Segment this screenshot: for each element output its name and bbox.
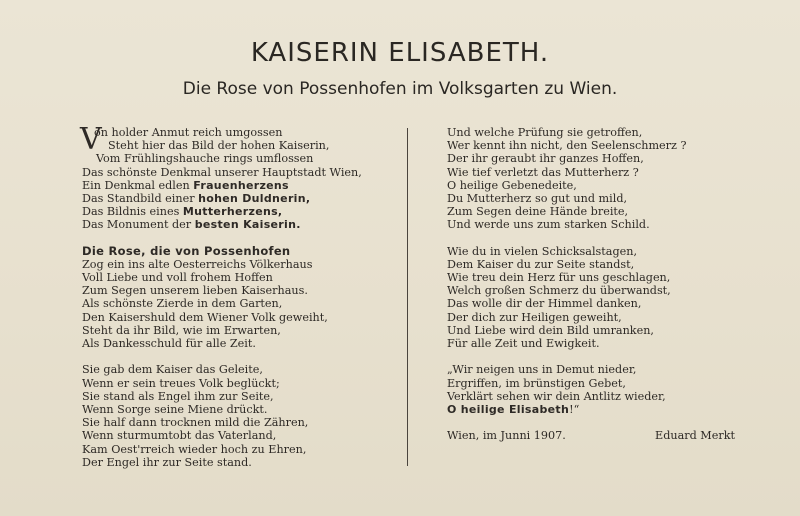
left-stanza-2 bbox=[82, 245, 398, 351]
verse-emphasis: Frauenherzens bbox=[193, 178, 289, 192]
stanza-gap bbox=[82, 350, 398, 363]
verse-line: Als Dankesschuld für alle Zeit. bbox=[82, 337, 256, 350]
verse-emphasis: besten Kaiserin. bbox=[194, 218, 301, 232]
verse-text: Ein Denkmal edlen bbox=[82, 178, 194, 192]
verse-line: Der dich zur Heiligen geweiht, bbox=[447, 310, 622, 324]
right-stanza-2 bbox=[447, 245, 747, 351]
right-stanza-3 bbox=[447, 363, 747, 416]
verse-text: Das Standbild einer bbox=[82, 191, 199, 205]
left-stanza-1 bbox=[80, 122, 398, 232]
right-column bbox=[447, 126, 747, 443]
verse-line: Verklärt sehen wir dein Antlitz wieder, bbox=[447, 389, 666, 403]
verse-line: Und werde uns zum starken Schild. bbox=[447, 218, 650, 232]
verse-line bbox=[447, 403, 747, 416]
verse-line: Wenn Sorge seine Miene drückt. bbox=[82, 402, 268, 416]
verse-emphasis: hohen Duldnerin, bbox=[198, 191, 311, 205]
verse-line: Und Liebe wird dein Bild umranken, bbox=[447, 323, 654, 337]
stanza-gap bbox=[82, 232, 398, 245]
verse-line: Sie gab dem Kaiser das Geleite, bbox=[82, 363, 263, 377]
verse-line: Wie treu dein Herz für uns geschlagen, bbox=[447, 271, 671, 285]
verse-line: on holder Anmut reich umgossen bbox=[94, 126, 283, 139]
verse-line: Steht da ihr Bild, wie im Erwarten, bbox=[82, 323, 281, 337]
verse-line: Als schönste Zierde in dem Garten, bbox=[82, 297, 283, 311]
verse-line bbox=[82, 192, 398, 205]
verse-line: Kam Oest'rreich wieder hoch zu Ehren, bbox=[82, 442, 307, 456]
verse-line: Das schönste Denkmal unserer Hauptstadt Wien, bbox=[82, 165, 362, 179]
verse-line: Wie du in vielen Schicksalstagen, bbox=[447, 244, 637, 258]
left-stanza-3 bbox=[82, 363, 398, 469]
verse-line: Wie tief verletzt das Mutterherz ? bbox=[447, 165, 639, 179]
verse-line: Zum Segen deine Hände breite, bbox=[447, 205, 629, 219]
verse-line: Dem Kaiser du zur Seite standst, bbox=[447, 257, 635, 271]
author-signature: Eduard Merkt bbox=[655, 429, 735, 443]
drop-initial: V bbox=[80, 122, 102, 157]
verse-line: Das wolle dir der Himmel danken, bbox=[447, 297, 642, 311]
verse-text: Das Monument der bbox=[82, 218, 195, 232]
verse-line: Wer kennt ihn nicht, den Seelenschmerz ? bbox=[447, 139, 687, 153]
column-divider bbox=[407, 128, 408, 466]
verse-line bbox=[82, 218, 398, 231]
verse-emphasis: O heilige Elisabeth bbox=[447, 402, 570, 416]
verse-line: „Wir neigen uns in Demut nieder, bbox=[447, 363, 637, 377]
verse-line: O heilige Gebenedeite, bbox=[447, 178, 577, 192]
stanza-gap bbox=[447, 232, 747, 245]
verse-line: Ergriffen, im brünstigen Gebet, bbox=[447, 376, 626, 390]
verse-text: !“ bbox=[569, 402, 580, 416]
verse-line: Vom Frühlingshauche rings umflossen bbox=[96, 152, 314, 166]
verse-line bbox=[82, 205, 398, 218]
page-title: KAISERIN ELISABETH. bbox=[250, 38, 550, 68]
place-date: Wien, im Junni 1907. bbox=[447, 429, 566, 443]
stanza-gap bbox=[447, 416, 747, 429]
verse-line: Sie stand als Engel ihm zur Seite, bbox=[82, 389, 274, 403]
verse-line: Wenn sturmumtobt das Vaterland, bbox=[82, 429, 277, 443]
verse-line: Und welche Prüfung sie getroffen, bbox=[447, 126, 643, 139]
verse-line: Der ihr geraubt ihr ganzes Hoffen, bbox=[447, 152, 644, 166]
stanza-heading: Die Rose, die von Possenhofen bbox=[82, 243, 291, 258]
verse-line: Für alle Zeit und Ewigkeit. bbox=[447, 337, 600, 350]
verse-emphasis: Mutterherzens, bbox=[182, 205, 283, 219]
verse-line: Zog ein ins alte Oesterreichs Völkerhaus bbox=[82, 257, 313, 271]
verse-line: Du Mutterherz so gut und mild, bbox=[447, 191, 628, 205]
verse-line: Zum Segen unserem lieben Kaiserhaus. bbox=[82, 284, 308, 298]
verse-line bbox=[82, 179, 398, 192]
verse-line: Der Engel ihr zur Seite stand. bbox=[82, 455, 252, 469]
right-stanza-1 bbox=[447, 126, 747, 232]
verse-line: Wenn er sein treues Volk beglückt; bbox=[82, 376, 280, 390]
verse-line: Steht hier das Bild der hohen Kaiserin, bbox=[108, 139, 330, 153]
left-column bbox=[80, 122, 398, 469]
signature-row bbox=[447, 429, 747, 443]
stanza-gap bbox=[447, 350, 747, 363]
verse-line: Welch großen Schmerz du überwandst, bbox=[447, 284, 671, 298]
verse-text: Das Bildnis eines bbox=[82, 205, 183, 219]
verse-line: Voll Liebe und voll frohem Hoffen bbox=[82, 271, 273, 285]
page-subtitle: Die Rose von Possenhofen im Volksgarten zu Wien. bbox=[182, 79, 618, 99]
verse-line: Sie half dann trocknen mild die Zähren, bbox=[82, 416, 309, 430]
verse-line: Den Kaisershuld dem Wiener Volk geweiht, bbox=[82, 310, 328, 324]
